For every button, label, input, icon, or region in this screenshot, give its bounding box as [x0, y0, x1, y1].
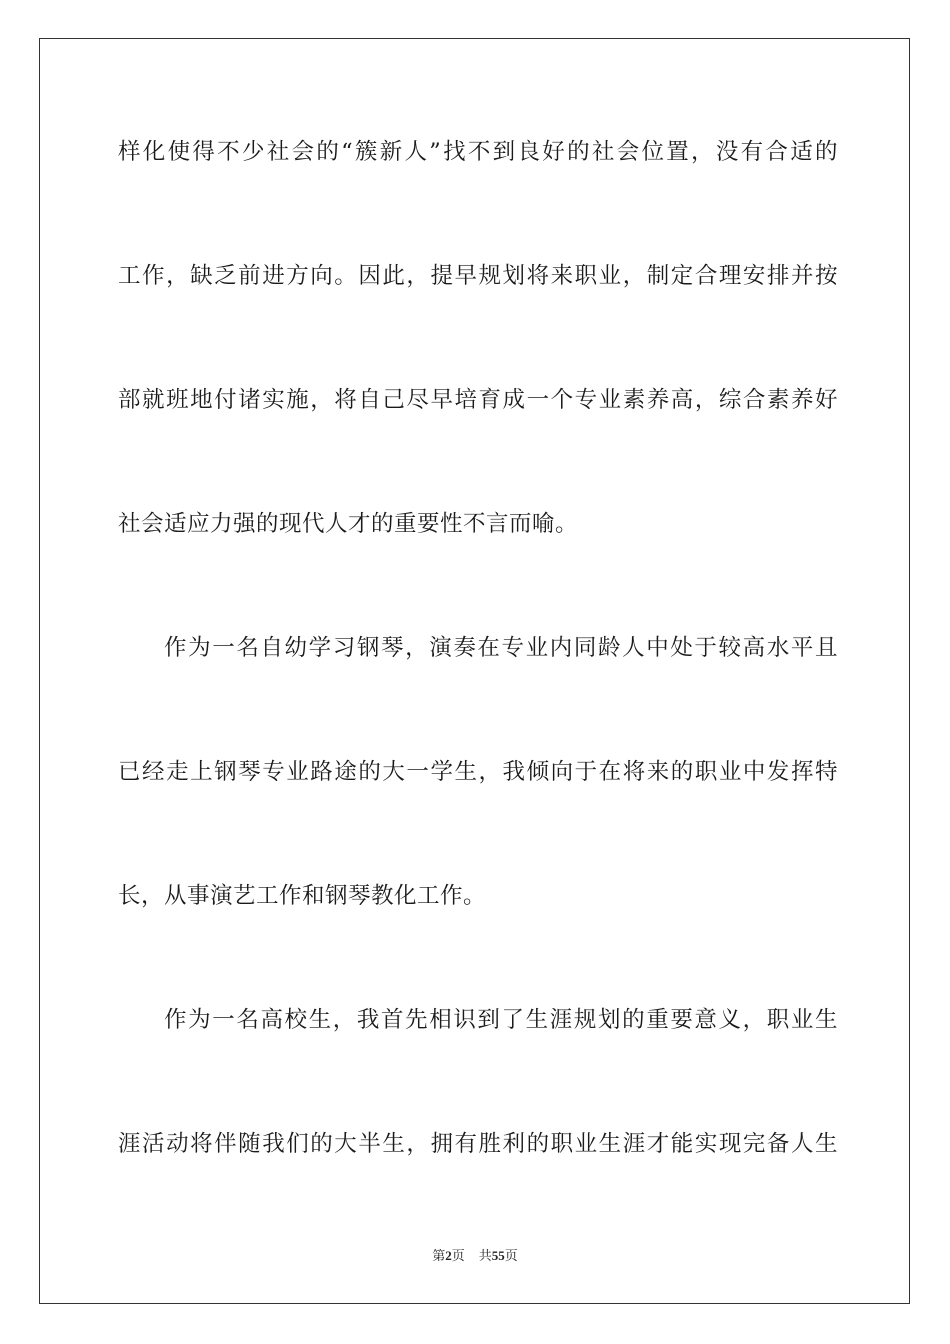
page-prefix: 第 [432, 1249, 446, 1264]
text-line-2: 工作，缺乏前进方向。因此，提早规划将来职业，制定合理安排并按 [118, 263, 838, 289]
page-suffix: 页 [451, 1249, 465, 1264]
text-line-7: 长，从事演艺工作和钢琴教化工作。 [118, 883, 487, 909]
page-footer [0, 1247, 950, 1266]
total-suffix: 页 [504, 1249, 518, 1264]
text-line-3: 部就班地付诸实施，将自己尽早培育成一个专业素养高，综合素养好 [118, 387, 838, 413]
text-line-5: 作为一名自幼学习钢琴，演奏在专业内同龄人中处于较高水平且 [164, 635, 838, 661]
text-line-8: 作为一名高校生，我首先相识到了生涯规划的重要意义，职业生 [164, 1007, 838, 1033]
page-border [39, 38, 910, 1304]
text-line-1: 样化使得不少社会的“簇新人”找不到良好的社会位置，没有合适的 [118, 139, 838, 165]
total-prefix: 共 [478, 1249, 492, 1264]
text-line-4: 社会适应力强的现代人才的重要性不言而喻。 [118, 511, 579, 537]
page-number: 2 [445, 1248, 452, 1263]
total-pages: 55 [491, 1248, 505, 1263]
text-line-6: 已经走上钢琴专业路途的大一学生，我倾向于在将来的职业中发挥特 [118, 759, 838, 785]
text-line-9: 涯活动将伴随我们的大半生，拥有胜利的职业生涯才能实现完备人生 [118, 1131, 838, 1157]
